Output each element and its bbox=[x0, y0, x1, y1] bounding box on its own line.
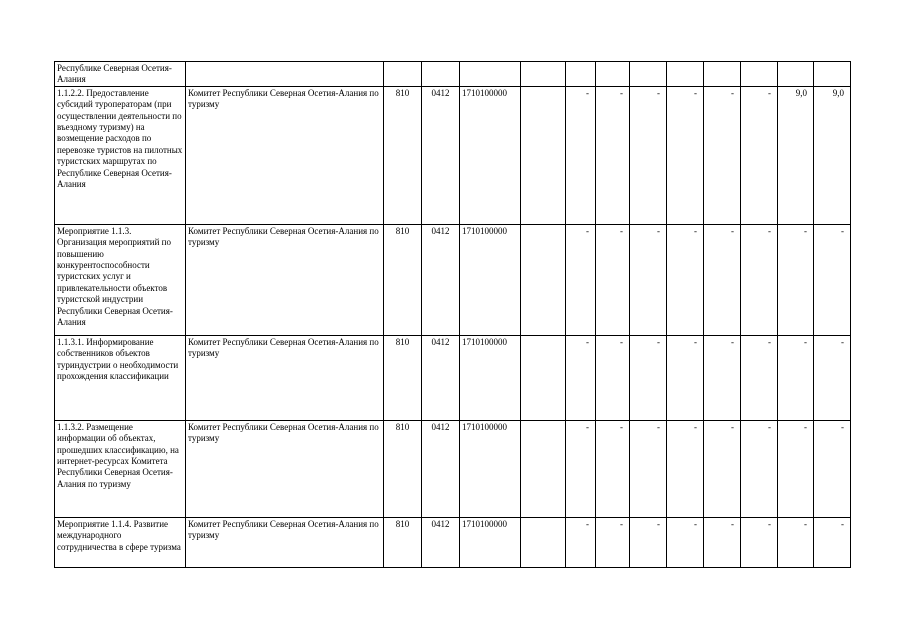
cell-executor: Комитет Республики Северная Осетия-Алания по туризму bbox=[186, 335, 384, 420]
cell-value bbox=[814, 62, 851, 87]
cell-value: - bbox=[566, 335, 596, 420]
cell-value: - bbox=[630, 517, 667, 567]
cell-value: - bbox=[566, 224, 596, 335]
table-row bbox=[55, 86, 851, 224]
cell-value: - bbox=[741, 335, 778, 420]
cell-value: - bbox=[566, 420, 596, 517]
cell-value: - bbox=[741, 420, 778, 517]
cell-value: - bbox=[630, 335, 667, 420]
cell-vr bbox=[521, 86, 566, 224]
cell-value bbox=[778, 62, 814, 87]
cell-rzpr: 0412 bbox=[422, 335, 460, 420]
table-row bbox=[55, 517, 851, 567]
cell-vr bbox=[521, 62, 566, 87]
cell-value: - bbox=[596, 224, 630, 335]
cell-grbs bbox=[384, 62, 422, 87]
cell-executor: Комитет Республики Северная Осетия-Алания по туризму bbox=[186, 224, 384, 335]
cell-executor bbox=[186, 62, 384, 87]
cell-value: - bbox=[667, 86, 704, 224]
budget-table bbox=[54, 61, 851, 568]
cell-program-name: Мероприятие 1.1.4. Развитие международного сотрудничества в сфере туризма bbox=[55, 517, 186, 567]
cell-rzpr: 0412 bbox=[422, 86, 460, 224]
cell-vr bbox=[521, 335, 566, 420]
table-row bbox=[55, 420, 851, 517]
cell-vr bbox=[521, 517, 566, 567]
cell-csr: 1710100000 bbox=[460, 335, 521, 420]
cell-executor: Комитет Республики Северная Осетия-Алания по туризму bbox=[186, 420, 384, 517]
cell-program-name: 1.1.3.1. Информирование собственников объектов туриндустрии о необходимости прохождения классификации bbox=[55, 335, 186, 420]
cell-grbs: 810 bbox=[384, 224, 422, 335]
cell-value: - bbox=[778, 224, 814, 335]
table-body bbox=[55, 62, 851, 568]
cell-rzpr: 0412 bbox=[422, 517, 460, 567]
cell-value: - bbox=[704, 224, 741, 335]
cell-value bbox=[741, 62, 778, 87]
cell-value: - bbox=[667, 224, 704, 335]
cell-value: - bbox=[596, 420, 630, 517]
cell-program-name: 1.1.2.2. Предоставление субсидий туроператорам (при осуществлении деятельности по въездному туризму) на возмещение расходов по перевозке туристов на пилотных туристских маршрутах по Республике Северная Осетия-Алания bbox=[55, 86, 186, 224]
cell-executor: Комитет Республики Северная Осетия-Алания по туризму bbox=[186, 86, 384, 224]
cell-rzpr bbox=[422, 62, 460, 87]
cell-value: - bbox=[704, 517, 741, 567]
cell-value: - bbox=[741, 224, 778, 335]
cell-value: - bbox=[778, 335, 814, 420]
cell-csr: 1710100000 bbox=[460, 224, 521, 335]
cell-csr: 1710100000 bbox=[460, 420, 521, 517]
budget-table-page bbox=[54, 61, 851, 568]
cell-value bbox=[566, 62, 596, 87]
cell-value bbox=[596, 62, 630, 87]
cell-program-name: 1.1.3.2. Размещение информации об объектах, прошедших классификацию, на интернет-ресурсах Комитета Республики Северная Осетия-Алания по туризму bbox=[55, 420, 186, 517]
cell-value: - bbox=[566, 517, 596, 567]
cell-value: - bbox=[778, 517, 814, 567]
cell-value: - bbox=[778, 420, 814, 517]
cell-value: - bbox=[596, 517, 630, 567]
cell-value: - bbox=[566, 86, 596, 224]
cell-value: - bbox=[704, 86, 741, 224]
cell-csr: 1710100000 bbox=[460, 517, 521, 567]
cell-grbs: 810 bbox=[384, 335, 422, 420]
cell-program-name: Республике Северная Осетия-Алания bbox=[55, 62, 186, 87]
cell-rzpr: 0412 bbox=[422, 224, 460, 335]
table-row bbox=[55, 224, 851, 335]
cell-value bbox=[704, 62, 741, 87]
cell-value: - bbox=[814, 517, 851, 567]
cell-value: - bbox=[630, 420, 667, 517]
cell-value: - bbox=[667, 335, 704, 420]
cell-grbs: 810 bbox=[384, 86, 422, 224]
cell-value: - bbox=[814, 335, 851, 420]
cell-value: 9,0 bbox=[778, 86, 814, 224]
cell-value: - bbox=[630, 224, 667, 335]
cell-executor: Комитет Республики Северная Осетия-Алания по туризму bbox=[186, 517, 384, 567]
cell-vr bbox=[521, 420, 566, 517]
table-row bbox=[55, 335, 851, 420]
cell-value: - bbox=[814, 224, 851, 335]
cell-value: - bbox=[704, 420, 741, 517]
cell-value: - bbox=[814, 420, 851, 517]
cell-csr: 1710100000 bbox=[460, 86, 521, 224]
cell-value: - bbox=[667, 420, 704, 517]
cell-program-name: Мероприятие 1.1.3. Организация мероприятий по повышению конкурентоспособности туристских услуг и привлекательности объектов туристской индустрии Республики Северная Осетия-Алания bbox=[55, 224, 186, 335]
cell-value bbox=[667, 62, 704, 87]
cell-value: - bbox=[667, 517, 704, 567]
cell-value: - bbox=[596, 335, 630, 420]
cell-value bbox=[630, 62, 667, 87]
cell-value: - bbox=[741, 86, 778, 224]
cell-csr bbox=[460, 62, 521, 87]
cell-value: - bbox=[596, 86, 630, 224]
cell-grbs: 810 bbox=[384, 420, 422, 517]
cell-grbs: 810 bbox=[384, 517, 422, 567]
cell-value: - bbox=[704, 335, 741, 420]
cell-vr bbox=[521, 224, 566, 335]
cell-rzpr: 0412 bbox=[422, 420, 460, 517]
table-row bbox=[55, 62, 851, 87]
cell-value: - bbox=[741, 517, 778, 567]
cell-value: 9,0 bbox=[814, 86, 851, 224]
cell-value: - bbox=[630, 86, 667, 224]
